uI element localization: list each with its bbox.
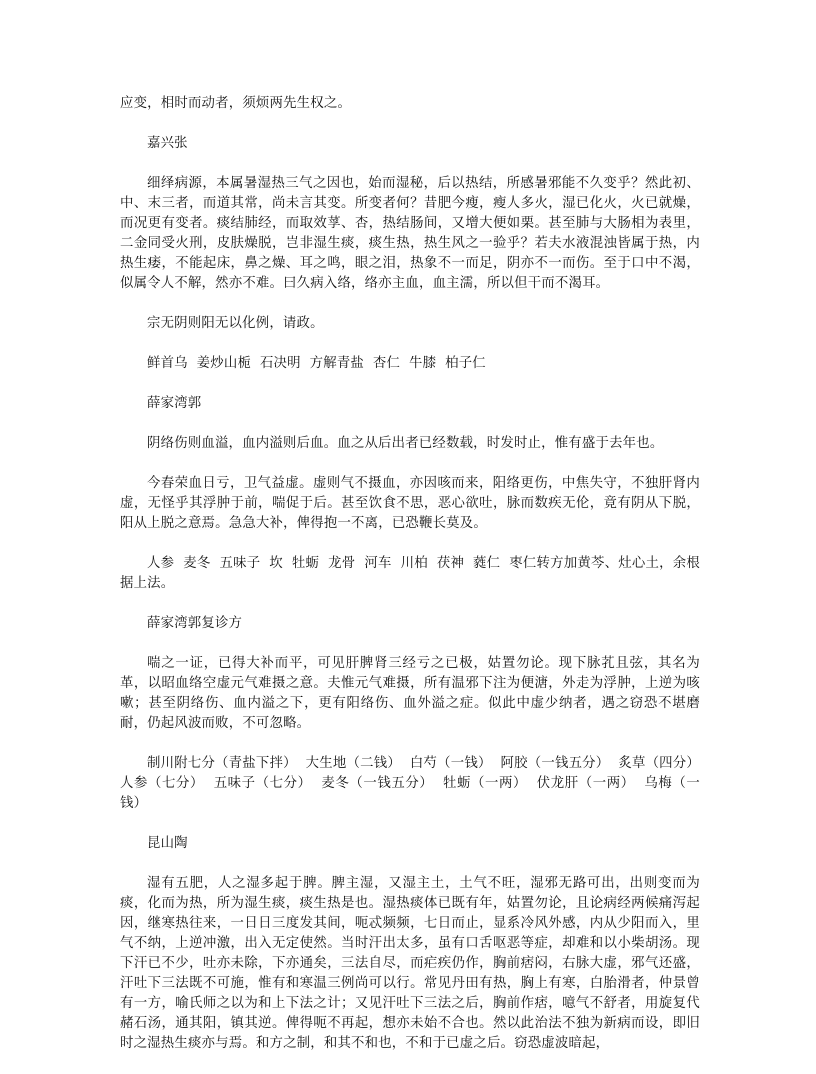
paragraph-continuation: 应变，相时而动者，须烦两先生权之。 [120,96,352,111]
prescription-list: 鲜首乌 姜炒山栀 石决明 方解青盐 杏仁 牛膝 柏子仁 [147,356,486,371]
case-body-paragraph: 宗无阴则阳无以化例，请政。 [147,316,324,331]
case-heading-xuejiawan-guo: 薛家湾郭 [147,396,202,411]
case-body-paragraph: 湿有五肥，人之湿多起于脾。脾主湿，又湿主土，土气不旺，湿邪无路可出，出则变而为痰，化而为热，所为湿生痰，痰生热是也。湿热痰体已既有年，姑置勿论，且论病经两候痛泻起因，继寒热往来，一日日三度发其间，呃忒频频，七日而止，显系冷风外感，内从少阳而入，里气不纳，上逆冲激，出入无定使然。当时汗出太多，虽有口舌呕恶等症，却难和以小柴胡汤。现下汗已不少，吐亦未除，下亦通矣，三法自尽，而疟疾仍作，胸前痞闷，右脉大虚，邪气还盛，汗吐下三法既不可施，惟有和寒温三例尚可以行。常见丹田有热，胸上有寒，白胎滑者，仲景曾有一方，喻氏师之以为和上下法之计；又见汗吐下三法之后，胸前作痞，噫气不舒者，用旋复代赭石汤，通其阳，镇其逆。俾得呃不再起，想亦未始不合也。然以此治法不独为新病而设，即旧时之湿热生痰亦与焉。和方之制，和其不和也，不和于已虚之后。窃恐虚波暗起， [120,876,700,1051]
prescription-list: 制川附七分（青盐下拌） 大生地（二钱） 白芍（一钱） 阿胶（一钱五分） 炙草（四分）人参（七分） 五味子（七分） 麦冬（一钱五分） 牡蛎（一两） 伏龙肝（一两） 乌梅（一钱） [120,756,700,811]
case-heading-jiaxing-zhang: 嘉兴张 [147,136,188,151]
case-heading-xuejiawan-guo-followup: 薛家湾郭复诊方 [147,616,243,631]
case-body-paragraph: 喘之一证，已得大补而平，可见肝脾肾三经亏之已极，姑置勿论。现下脉芤且弦，其名为革，以昭血络空虚元气难摄之意。夫惟元气难摄，所有温邪下注为便溏，外走为浮肿，上逆为咳嗽；甚至阴络伤、血内溢之下，更有阳络伤、血外溢之症。似此中虚少纳者，遇之窃恐不堪磨耐，仍起风波而败，不可忽略。 [120,656,700,731]
case-body-paragraph: 细绎病源，本属暑湿热三气之因也，始而湿秘，后以热结，所感暑邪能不久变乎？然此初、中、末三者，而道其常，尚未言其变。所变者何？昔肥今瘦，瘦人多火，湿已化火，火已就燥，而况更有变者。痰结肺经，而取效莩、杏，热结肠间，又增大便如栗。甚至肺与大肠相为表里，二金同受火刑，皮肤燥脱，岂非湿生痰，痰生热，热生风之一验乎？若夫水液混浊皆属于热，内热生痿，不能起床，鼻之燥、耳之鸣，眼之泪，热象不一而足，阴亦不一而伤。至于口中不渴，似属令人不解，然亦不难。曰久病入络，络亦主血，血主濡，所以但干而不渴耳。 [120,176,700,291]
case-body-paragraph: 今春荣血日亏，卫气益虚。虚则气不摄血，亦因咳而来，阳络更伤，中焦失守，不独肝肾内虚，无怪乎其浮肿于前，喘促于后。甚至饮食不思，恶心欲吐，脉而数疾无伦，竟有阴从下脱，阳从上脱之意焉。急急大补，俾得抱一不离，已恐鞭长莫及。 [120,476,700,531]
case-body-paragraph: 阴络伤则血溢，血内溢则后血。血之从后出者已经数载，时发时止，惟有盛于去年也。 [147,436,664,451]
prescription-list: 人参 麦冬 五味子 坎 牡蛎 龙骨 河车 川柏 茯神 蕤仁 枣仁转方加黄芩、灶心土，余根据上法。 [120,556,700,591]
document-page [120,94,700,1074]
case-heading-kunshan-tao: 昆山陶 [147,836,188,851]
